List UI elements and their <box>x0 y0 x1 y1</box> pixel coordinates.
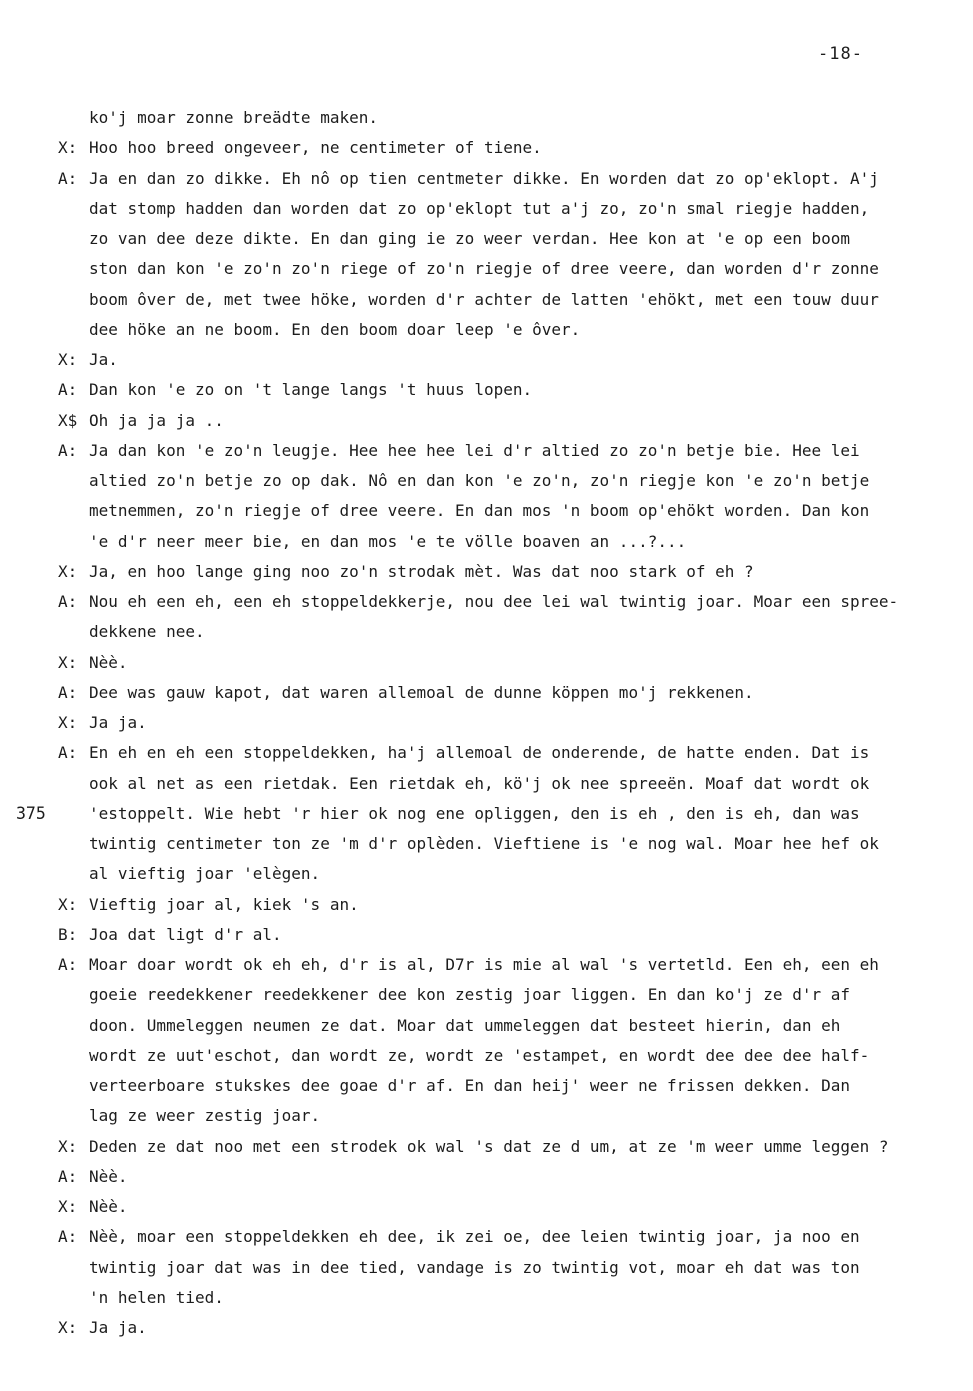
line-text: Nèè. <box>89 1197 128 1216</box>
transcript-line <box>0 557 973 587</box>
transcript-line <box>0 1222 973 1252</box>
line-text: Nèè. <box>89 652 128 672</box>
speaker-label: A: <box>58 440 78 460</box>
line-text: boom ôver de, met twee höke, worden d'r achter de latten 'ehökt, met een touw duur <box>89 289 879 309</box>
line-text: Deden ze dat noo met een strodek ok wal 's dat ze d um, at ze 'm weer umme leggen ? <box>89 1136 889 1156</box>
transcript-line <box>0 829 973 859</box>
speaker-label: X: <box>58 894 78 914</box>
transcript-line <box>0 920 973 950</box>
speaker-label: B: <box>58 924 78 944</box>
transcript-line <box>0 345 973 375</box>
transcript-line <box>0 859 973 889</box>
margin-line-number: 375 <box>16 803 46 823</box>
transcript-line <box>0 648 973 678</box>
speaker-label: A: <box>58 380 78 400</box>
transcript-line <box>0 1253 973 1283</box>
line-text: metnemmen, zo'n riegje of dree veere. En dan mos 'n boom op'ehökt worden. Dan kon <box>89 501 870 521</box>
speaker-label: A: <box>58 1227 78 1247</box>
transcript-line <box>0 587 973 617</box>
transcript-line <box>0 1041 973 1071</box>
transcript-line <box>0 527 973 557</box>
line-text: Ja ja. <box>89 713 147 732</box>
speaker-label: X: <box>58 561 78 581</box>
line-text: Ja, en hoo lange ging noo zo'n strodak mèt. Was dat noo stark of eh ? <box>89 561 754 581</box>
line-text: doon. Ummeleggen neumen ze dat. Moar dat ummeleggen dat besteet hierin, dan eh <box>89 1015 841 1035</box>
page-number: -18- <box>818 44 863 64</box>
speaker-label: X: <box>58 350 78 369</box>
speaker-label: X: <box>58 713 78 732</box>
speaker-label: A: <box>58 955 78 974</box>
speaker-label: A: <box>58 592 78 611</box>
transcript-line <box>0 436 973 466</box>
transcript-line <box>0 1162 973 1192</box>
line-text: Nèè. <box>89 1166 128 1186</box>
speaker-label: X: <box>58 1318 78 1337</box>
transcript-line <box>0 194 973 224</box>
line-text: Moar doar wordt ok eh eh, d'r is al, D7r is mie al wal 's vertetld. Een eh, een eh <box>89 955 879 974</box>
transcript-line <box>0 164 973 194</box>
transcript-line <box>0 133 973 163</box>
line-text: dekkene nee. <box>89 622 205 642</box>
line-text: Hoo hoo breed ongeveer, ne centimeter of tiene. <box>89 138 542 158</box>
transcript-line <box>0 1283 973 1313</box>
transcript-line <box>0 224 973 254</box>
speaker-label: A: <box>58 682 78 702</box>
line-text: Ja en dan zo dikke. Eh nô op tien centmeter dikke. En worden dat zo op'eklopt. A'j <box>89 168 879 188</box>
line-text: Oh ja ja ja .. <box>89 410 224 430</box>
transcript-line <box>0 315 973 345</box>
speaker-label: A: <box>58 743 78 763</box>
transcript-line <box>0 375 973 405</box>
line-text: En eh en eh een stoppeldekken, ha'j allemoal de onderende, de hatte enden. Dat is <box>89 743 870 763</box>
speaker-label: X: <box>58 138 78 158</box>
transcript-line <box>0 285 973 315</box>
transcript-line <box>0 496 973 526</box>
speaker-label: X: <box>58 652 78 672</box>
line-text: 'estoppelt. Wie hebt 'r hier ok nog ene opliggen, den is eh , den is eh, dan was <box>89 803 860 823</box>
line-text: dat stomp hadden dan worden dat zo op'eklopt tut a'j zo, zo'n smal riegje hadden, <box>89 198 870 218</box>
speaker-label: X$ <box>58 410 78 430</box>
line-text: lag ze weer zestig joar. <box>89 1106 321 1126</box>
line-text: ook al net as een rietdak. Een rietdak eh, kö'j ok nee spreeën. Moaf dat wordt ok <box>89 773 870 793</box>
transcript-line <box>0 617 973 647</box>
line-text: ston dan kon 'e zo'n zo'n riege of zo'n riegje of dree veere, dan worden d'r zonne <box>89 259 879 279</box>
transcript-line <box>0 708 973 738</box>
line-text: ko'j moar zonne breädte maken. <box>89 108 378 127</box>
transcript-line <box>0 950 973 980</box>
line-text: Vieftig joar al, kiek 's an. <box>89 894 359 914</box>
transcript-line <box>0 406 973 436</box>
line-text: 'n helen tied. <box>89 1287 224 1307</box>
speaker-label: X: <box>58 1136 78 1156</box>
speaker-label: A: <box>58 168 78 188</box>
transcript-line <box>0 1101 973 1131</box>
line-text: goeie reedekkener reedekkener dee kon zestig joar liggen. En dan ko'j ze d'r af <box>89 985 850 1005</box>
transcript-line <box>0 738 973 768</box>
line-text: Joa dat ligt d'r al. <box>89 924 282 944</box>
line-text: twintig centimeter ton ze 'm d'r oplèden. Vieftiene is 'e nog wal. Moar hee hef ok <box>89 834 879 853</box>
transcript-line <box>0 1132 973 1162</box>
line-text: Ja dan kon 'e zo'n leugje. Hee hee hee lei d'r altied zo zo'n betje bie. Hee lei <box>89 440 860 460</box>
transcript-line <box>0 254 973 284</box>
line-text: Dee was gauw kapot, dat waren allemoal de dunne köppen mo'j rekkenen. <box>89 682 754 702</box>
transcript-line <box>0 1071 973 1101</box>
transcript-line <box>0 799 973 829</box>
line-text: 'e d'r neer meer bie, en dan mos 'e te völle boaven an ...?... <box>89 531 687 551</box>
transcript-line <box>0 890 973 920</box>
transcript-line <box>0 980 973 1010</box>
line-text: verteerboare stukskes dee goae d'r af. En dan heij' weer ne frissen dekken. Dan <box>89 1076 850 1095</box>
line-text: Nèè, moar een stoppeldekken eh dee, ik zei oe, dee leien twintig joar, ja noo en <box>89 1227 860 1247</box>
line-text: wordt ze uut'eschot, dan wordt ze, wordt ze 'estampet, en wordt dee dee dee half- <box>89 1045 870 1065</box>
speaker-label: A: <box>58 1166 78 1186</box>
speaker-label: X: <box>58 1197 78 1216</box>
line-text: altied zo'n betje zo op dak. Nô en dan kon 'e zo'n, zo'n riegje kon 'e zo'n betje <box>89 471 870 490</box>
line-text: Ja ja. <box>89 1318 147 1337</box>
line-text: dee höke an ne boom. En den boom doar leep 'e ôver. <box>89 319 581 339</box>
line-text: Nou eh een eh, een eh stoppeldekkerje, nou dee lei wal twintig joar. Moar een spree- <box>89 592 899 611</box>
line-text: zo van dee deze dikte. En dan ging ie zo weer verdan. Hee kon at 'e op een boom <box>89 229 850 248</box>
line-text: Ja. <box>89 350 118 369</box>
transcript-line <box>0 466 973 496</box>
transcript-line <box>0 103 973 133</box>
transcript-line <box>0 1011 973 1041</box>
line-text: twintig joar dat was in dee tied, vandage is zo twintig vot, moar eh dat was ton <box>89 1257 860 1277</box>
transcript-line <box>0 678 973 708</box>
transcript-line <box>0 1313 973 1343</box>
line-text: Dan kon 'e zo on 't lange langs 't huus lopen. <box>89 380 533 400</box>
transcript-line <box>0 769 973 799</box>
line-text: al vieftig joar 'elègen. <box>89 864 321 884</box>
transcript-line <box>0 1192 973 1222</box>
interview-transcript <box>0 103 973 1343</box>
